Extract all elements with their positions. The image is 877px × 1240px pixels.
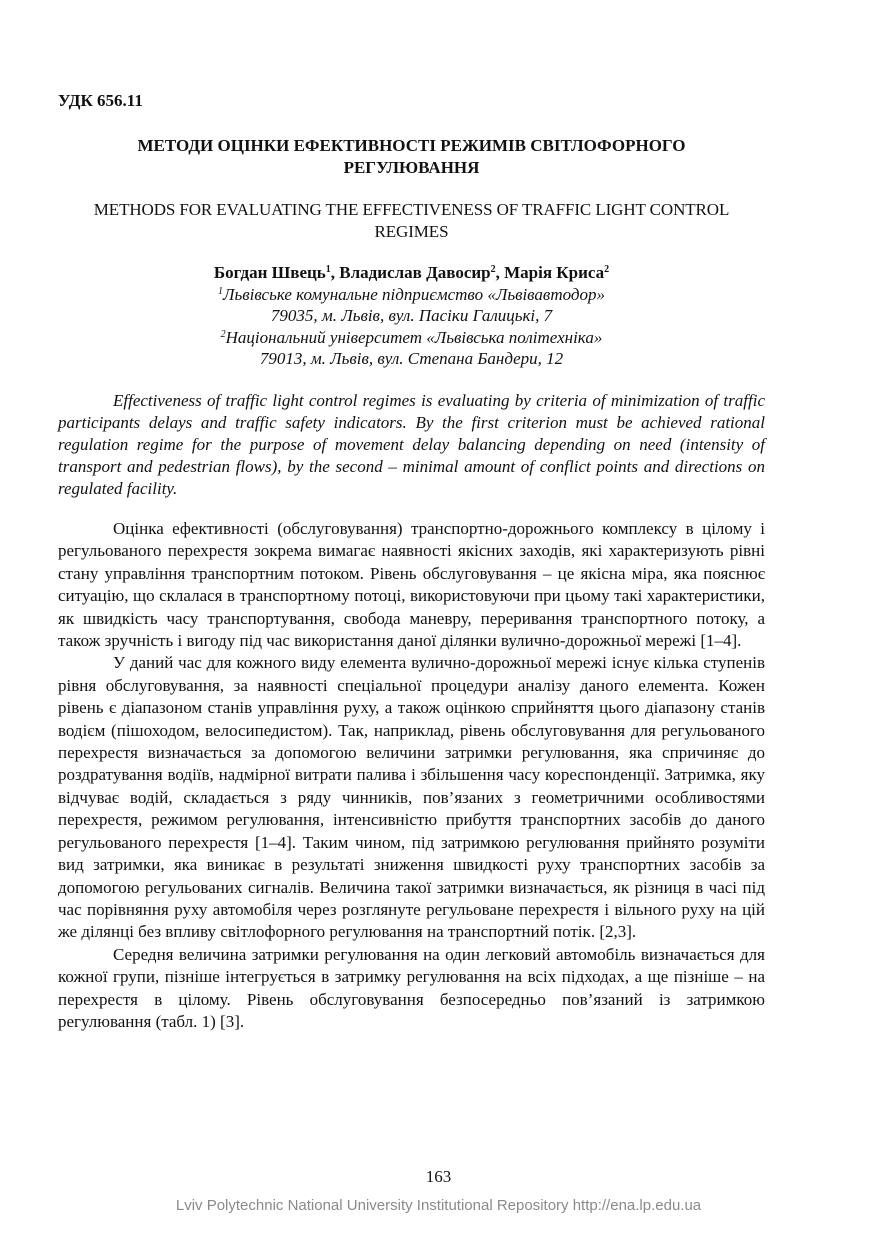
title-uk-line: РЕГУЛЮВАННЯ <box>343 158 480 177</box>
title-en-line: METHODS FOR EVALUATING THE EFFECTIVENESS OF TRAFFIC LIGHT CONTROL <box>93 200 730 219</box>
affiliation-mark: 1 <box>218 285 224 297</box>
author-affiliation-mark: 2 <box>604 264 610 275</box>
abstract: Effectiveness of traffic light control regimes is evaluating by criteria of minimization of traffic participants delays and traffic safety indicators. By the first criterion must be achieved rational regulation regime for the purpose of movement delay balancing depending on need (intensity of transport and pedestrian flows), by the second – minimal amount of conflict points and directions on regulated facility. <box>58 391 765 498</box>
affiliation-text: 79013, м. Львів, вул. Степана Бандери, 12 <box>259 349 564 368</box>
affiliation-line <box>60 305 763 327</box>
title-ukrainian <box>60 135 763 179</box>
affiliation-line <box>60 327 763 349</box>
body-text <box>58 518 765 1033</box>
author-name: Владислав Давосир <box>339 263 491 282</box>
page-number: 163 <box>425 1167 452 1186</box>
author-names <box>60 262 763 284</box>
authors-block <box>60 262 763 370</box>
author-affiliation-mark: 2 <box>490 264 496 275</box>
author-separator: , <box>495 263 505 282</box>
affiliation-text: Львівське комунальне підприємство «Львівавтодор» <box>223 284 605 304</box>
author-affiliation-mark: 1 <box>325 264 331 275</box>
affiliation-line <box>60 348 763 370</box>
paragraph: Оцінка ефективності (обслуговування) транспортно-дорожнього комплексу в цілому і регульованого перехрестя зокрема вимагає наявності якісних заходів, які характеризують рівні стану управління транспортним потоком. Рівень обслуговування – це якісна міра, яка пояснює ситуацію, що склалася в транспортному потоці, використовуючи при цьому такі характеристики, як швидкість часу транспортування, свобода маневру, переривання транспортного потоку, а також зручність і вигоду під час використання даної ділянки вулично-дорожньої мережі [1–4]. <box>58 519 765 651</box>
udk-code: УДК 656.11 <box>58 91 143 110</box>
title-en-line: REGIMES <box>374 222 449 241</box>
affiliation-text: Національний університет «Львівська політехніка» <box>225 327 603 347</box>
affiliation-mark: 2 <box>220 328 226 340</box>
author-name: Марія Криса <box>504 263 605 282</box>
author-separator: , <box>330 263 340 282</box>
repository-footer: Lviv Polytechnic National University Institutional Repository http://ena.lp.edu.ua <box>175 1197 702 1214</box>
title-english <box>60 199 763 243</box>
affiliation-text: 79035, м. Львів, вул. Пасіки Галицькі, 7 <box>270 306 553 325</box>
affiliation-line <box>60 284 763 306</box>
paragraph: У даний час для кожного виду елемента вулично-дорожньої мережі існує кілька ступенів рівня обслуговування, за наявності спеціальної процедури аналізу даного елемента. Кожен рівень є діапазоном станів управління руху, а також оцінкою сприйняття цього діапазону станів водієм (пішоходом, велосипедистом). Так, наприклад, рівень обслуговування для регульованого перехрестя визначається за допомогою величини затримки регулювання, яка спричиняє до роздратування водіїв, надмірної витрати палива і збільшення часу кореспонденції. Затримка, яку відчуває водій, складається з ряду чинників, пов’язаних з геометричними особливостями перехрестя, режимом регулювання, інтенсивністю прибуття транспортних засобів до даного регульованого перехрестя [1–4]. Таким чином, під затримкою регулювання прийнято розуміти вид затримки, яка виникає в результаті зниження швидкості руху транспортних засобів за допомогою регульованих сигналів. Величина такої затримки визначається, як різниця в часі під час порівняння руху автомобіля через розглянуте регульоване перехрестя і вільного руху на цій же ділянці без впливу світлофорного регулювання на транспортний потік. [2,3]. <box>58 653 765 942</box>
title-uk-line: МЕТОДИ ОЦІНКИ ЕФЕКТИВНОСТІ РЕЖИМІВ СВІТЛОФОРНОГО <box>137 136 686 155</box>
author-name: Богдан Швець <box>213 263 326 282</box>
paragraph: Середня величина затримки регулювання на один легковий автомобіль визначається для кожної групи, пізніше інтегрується в затримку регулювання на всіх підходах, а ще пізніше – на перехрестя в цілому. Рівень обслуговування безпосередньо пов’язаний із затримкою регулювання (табл. 1) [3]. <box>58 944 765 1031</box>
